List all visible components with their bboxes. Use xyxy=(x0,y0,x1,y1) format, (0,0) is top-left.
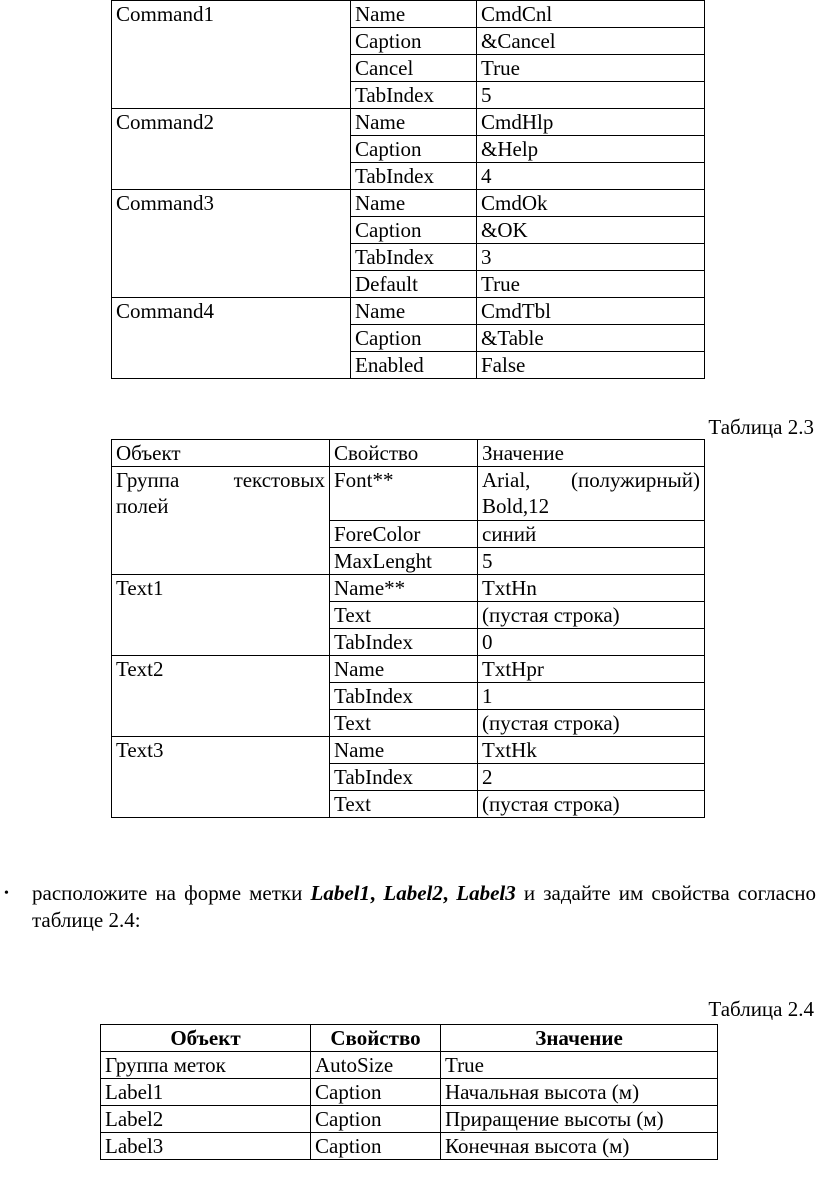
labels-table xyxy=(100,1024,718,1160)
value-cell: (пустая строка) xyxy=(478,791,705,818)
property-cell: Text xyxy=(330,710,478,737)
value-cell: CmdHlp xyxy=(477,109,705,136)
value-cell: False xyxy=(477,352,705,379)
property-cell: Cancel xyxy=(351,55,477,82)
object-cell: Command1 xyxy=(112,1,351,109)
table-header-row xyxy=(112,440,705,467)
property-cell: Caption xyxy=(351,28,477,55)
bullet-icon: • xyxy=(4,886,9,901)
property-cell: ForeColor xyxy=(330,521,478,548)
object-cell: Command3 xyxy=(112,190,351,298)
object-cell: Label2 xyxy=(101,1106,311,1133)
property-cell: Caption xyxy=(351,217,477,244)
value-cell: синий xyxy=(478,521,705,548)
paragraph-text-after: и задайте им свойства согласно таблице 2.4: xyxy=(32,881,816,932)
property-cell: Name xyxy=(351,190,477,217)
value-cell: &Cancel xyxy=(477,28,705,55)
group-title-left: Группа xyxy=(116,468,180,492)
property-cell: Font** xyxy=(330,467,478,521)
value-cell: Начальная высота (м) xyxy=(441,1079,718,1106)
property-cell: Name xyxy=(351,298,477,325)
group-title-right: текстовых xyxy=(233,468,325,492)
property-cell: Enabled xyxy=(351,352,477,379)
value-cell: Приращение высоты (м) xyxy=(441,1106,718,1133)
label1-ref: Label1 xyxy=(310,881,370,905)
table-row xyxy=(112,467,705,521)
value-cell: 4 xyxy=(477,163,705,190)
controls-table-continued xyxy=(111,0,705,379)
table-2-3-caption: Таблица 2.3 xyxy=(708,415,814,439)
value-cell: 2 xyxy=(478,764,705,791)
property-cell: Caption xyxy=(311,1133,441,1160)
label2-ref: Label2 xyxy=(383,881,443,905)
property-cell: Name xyxy=(330,737,478,764)
value-cell: TxtHk xyxy=(478,737,705,764)
instruction-paragraph xyxy=(4,880,816,934)
value-cell: True xyxy=(441,1052,718,1079)
object-cell: Text2 xyxy=(112,656,330,737)
object-cell xyxy=(112,467,330,575)
table-row xyxy=(101,1133,718,1160)
value-cell: CmdCnl xyxy=(477,1,705,28)
group-title-line2: полей xyxy=(116,494,169,518)
value-cell: 0 xyxy=(478,629,705,656)
property-cell: TabIndex xyxy=(330,629,478,656)
value-cell: &Table xyxy=(477,325,705,352)
property-cell: Text xyxy=(330,602,478,629)
table-row xyxy=(101,1079,718,1106)
property-cell: Name xyxy=(351,109,477,136)
property-cell: Name xyxy=(351,1,477,28)
value-cell xyxy=(478,467,705,521)
property-cell: TabIndex xyxy=(351,163,477,190)
property-cell: TabIndex xyxy=(351,244,477,271)
property-cell: TabIndex xyxy=(351,82,477,109)
value-cell: 1 xyxy=(478,683,705,710)
value-cell: True xyxy=(477,55,705,82)
property-cell: TabIndex xyxy=(330,764,478,791)
property-cell: MaxLenght xyxy=(330,548,478,575)
table-row xyxy=(112,190,705,217)
paragraph-text-before: расположите на форме метки xyxy=(32,881,311,905)
property-cell: Name** xyxy=(330,575,478,602)
property-cell: TabIndex xyxy=(330,683,478,710)
value-cell: 5 xyxy=(477,82,705,109)
property-cell: Name xyxy=(330,656,478,683)
value-cell: 3 xyxy=(477,244,705,271)
label3-ref: Label3 xyxy=(456,881,516,905)
object-cell: Группа меток xyxy=(101,1052,311,1079)
object-cell: Command4 xyxy=(112,298,351,379)
property-cell: Caption xyxy=(311,1106,441,1133)
table-row xyxy=(112,656,705,683)
sep2: , xyxy=(442,881,457,905)
value-cell: (пустая строка) xyxy=(478,710,705,737)
value-cell: CmdOk xyxy=(477,190,705,217)
value-cell: TxtHn xyxy=(478,575,705,602)
header-object: Объект xyxy=(101,1025,311,1052)
table-header-row xyxy=(101,1025,718,1052)
property-cell: Caption xyxy=(311,1079,441,1106)
value-cell: TxtHpr xyxy=(478,656,705,683)
header-object: Объект xyxy=(112,440,330,467)
value-cell: Конечная высота (м) xyxy=(441,1133,718,1160)
table-2-4-caption: Таблица 2.4 xyxy=(708,997,814,1021)
property-cell: AutoSize xyxy=(311,1052,441,1079)
table-row xyxy=(101,1106,718,1133)
table-row xyxy=(112,575,705,602)
table-row xyxy=(112,298,705,325)
object-cell: Text1 xyxy=(112,575,330,656)
font-value-a: Arial, xyxy=(482,468,531,492)
table-row xyxy=(112,1,705,28)
header-property: Свойство xyxy=(311,1025,441,1052)
font-value-line2: Bold,12 xyxy=(482,494,550,518)
header-value: Значение xyxy=(441,1025,718,1052)
object-cell: Command2 xyxy=(112,109,351,190)
property-cell: Text xyxy=(330,791,478,818)
table-row xyxy=(112,737,705,764)
text-fields-table xyxy=(111,439,705,818)
header-property: Свойство xyxy=(330,440,478,467)
value-cell: &OK xyxy=(477,217,705,244)
object-cell: Label1 xyxy=(101,1079,311,1106)
value-cell: True xyxy=(477,271,705,298)
value-cell: 5 xyxy=(478,548,705,575)
property-cell: Caption xyxy=(351,325,477,352)
font-value-b: (полужирный) xyxy=(571,468,700,492)
header-value: Значение xyxy=(478,440,705,467)
property-cell: Caption xyxy=(351,136,477,163)
sep1: , xyxy=(370,881,384,905)
property-cell: Default xyxy=(351,271,477,298)
value-cell: CmdTbl xyxy=(477,298,705,325)
value-cell: &Help xyxy=(477,136,705,163)
table-row xyxy=(101,1052,718,1079)
value-cell: (пустая строка) xyxy=(478,602,705,629)
object-cell: Text3 xyxy=(112,737,330,818)
table-row xyxy=(112,109,705,136)
object-cell: Label3 xyxy=(101,1133,311,1160)
